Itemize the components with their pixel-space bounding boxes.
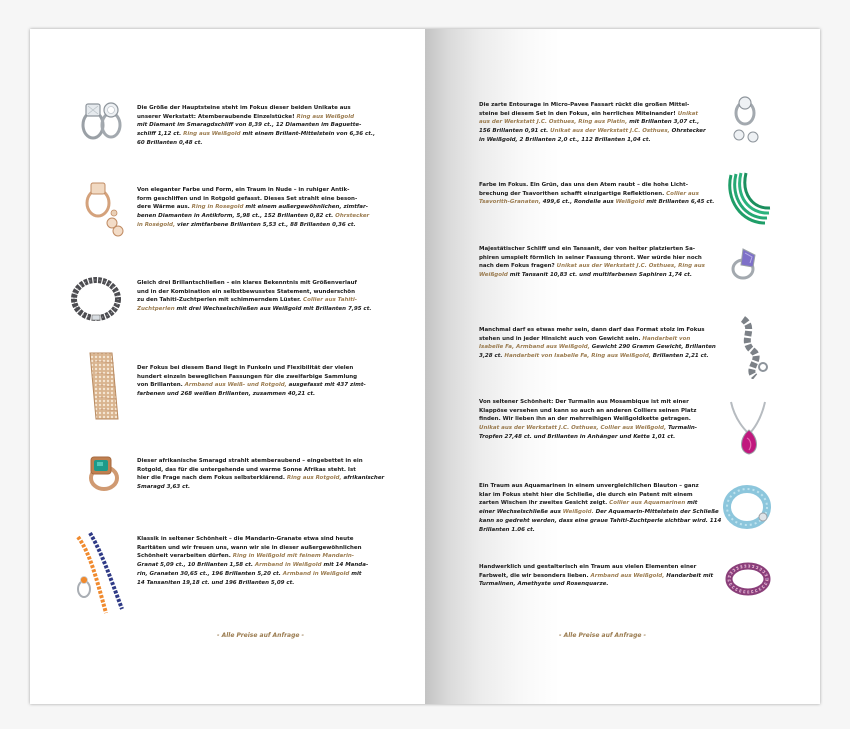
text-segment: hundert einzeln beweglichen Fassungen für die zweifarbige Sammlung xyxy=(137,373,358,380)
text-segment: kann so gedreht werden, dass eine graue Tahiti-Zuchtperle sichtbar wird. 114 xyxy=(479,517,722,524)
product-label: Armband aus Weiß- und Rotgold, xyxy=(184,382,287,389)
text-segment: mit Brillanten 3,07 ct., xyxy=(627,119,700,126)
diamond-rings-icon xyxy=(73,95,129,143)
text-segment: mit einem Brillant-Mittelstein von 6,36 ct., xyxy=(240,131,376,138)
product-label: Collier aus xyxy=(666,190,699,197)
text-segment: mit 14 Manda- xyxy=(321,562,369,569)
text-segment: 156 Brillanten 0,91 ct. xyxy=(479,128,551,135)
text-line xyxy=(137,535,368,544)
text-line xyxy=(137,195,369,204)
text-segment: 499,6 ct., Rondelle aus xyxy=(540,199,616,206)
chain-bracelet-icon xyxy=(735,315,769,379)
text-segment: Gleich drei Brillantschließen – ein klares Bekenntnis mit Größenverlauf xyxy=(137,280,357,286)
text-line xyxy=(479,335,716,344)
entry-text xyxy=(479,563,713,589)
text-line xyxy=(479,101,706,110)
pearl-necklace-icon xyxy=(68,274,124,324)
product-label: Weißgold. xyxy=(562,509,594,516)
green-tsavorite-necklace-icon xyxy=(723,169,773,229)
tourmaline-pendant-icon xyxy=(725,400,771,456)
text-segment: Schönheit verarbeiten dürfen. xyxy=(137,553,233,560)
text-line xyxy=(137,570,368,579)
text-segment: mit drei Wechselschließen aus Weißgold mit Brillanten 7,95 ct. xyxy=(174,306,372,313)
entry-text xyxy=(479,326,716,361)
entry-text xyxy=(137,457,384,492)
text-segment: 3,28 ct. xyxy=(479,353,505,360)
text-segment: brechung der Tsavorithen schafft einzigartige Reflektionen. xyxy=(479,190,667,197)
text-segment: und in der Kombination ein selbstbewusstes Statement, wunderschön xyxy=(137,288,355,295)
text-segment: farbenen und 268 weißen Brillanten, zusammen 40,21 ct. xyxy=(137,391,316,398)
text-segment: zarten Wischen ihr zweites Gesicht zeigt. xyxy=(479,500,610,507)
text-segment: mit xyxy=(349,570,362,577)
text-line xyxy=(137,544,368,553)
text-line xyxy=(479,190,714,199)
multicolor-bracelet-icon xyxy=(723,554,773,604)
text-line xyxy=(479,491,721,500)
text-segment: Klappöse versehen und kann so auch an anderen Colliers seinen Platz xyxy=(479,407,697,414)
text-segment: Farbwelt, die wir besonders lieben. xyxy=(479,572,591,579)
text-line xyxy=(479,526,721,535)
text-line xyxy=(479,326,716,335)
text-line xyxy=(137,364,366,373)
product-label: Armband in Weißgold xyxy=(254,562,322,569)
text-line xyxy=(137,373,366,382)
text-segment: mit Brillanten 6,45 ct. xyxy=(644,199,715,206)
product-label: Zuchtperlen xyxy=(137,306,175,313)
text-line xyxy=(137,483,384,492)
text-segment: in Weißgold, 2 Brillanten 2,0 ct., 112 Brillanten 1,04 ct. xyxy=(479,136,651,143)
text-segment: von Brillanten. xyxy=(137,382,185,389)
text-line xyxy=(479,508,721,517)
product-label: Handarbeit von xyxy=(642,335,691,342)
text-line xyxy=(137,561,368,570)
product-label: aus der Werkstatt J.C. Osthues, Ring aus Platin, xyxy=(479,119,628,126)
text-segment: Ohrstecker xyxy=(669,128,706,135)
text-segment: unserer Werkstatt: Atemberaubende Einzelstücke! xyxy=(137,113,297,120)
entry-text xyxy=(479,398,697,442)
text-line xyxy=(479,136,706,145)
text-segment: Rotgold, das für die untergehende und warme Sonne Afrikas steht. Ist xyxy=(137,466,356,473)
rose-gold-set-icon xyxy=(78,179,128,241)
entry-text xyxy=(137,535,368,587)
text-line xyxy=(137,579,368,588)
mandarin-garnet-bracelets-icon xyxy=(72,529,130,617)
product-label: Collier aus Tahiti- xyxy=(303,297,358,304)
text-segment: Klassik in seltener Schönheit – die Mandarin-Granate etwa sind heute xyxy=(137,536,354,542)
text-segment: Turmalinen, Amethyste und Rosenquarze. xyxy=(479,581,609,588)
text-line xyxy=(479,118,706,127)
entry-text xyxy=(479,245,705,280)
product-label: Collier aus Aquamarinen xyxy=(609,500,686,507)
text-segment: benen Diamanten in Antikform, 5,98 ct., 152 Brillanten 0,82 ct. xyxy=(137,213,336,220)
text-line xyxy=(137,221,369,230)
text-segment: Smaragd 3,63 ct. xyxy=(137,484,191,491)
text-segment: Gewicht 290 Gramm Gewicht, Brillanten xyxy=(589,344,716,351)
text-line xyxy=(137,104,375,113)
text-line xyxy=(137,305,371,314)
entry-text xyxy=(479,101,706,145)
entry-text xyxy=(137,364,366,399)
product-label: Armband aus Weißgold, xyxy=(590,572,665,579)
text-segment: Raritäten und wir freuen uns, wann wir sie in dieser außergewöhnlichen xyxy=(137,544,362,551)
text-segment: Von eleganter Farbe und Form, ein Traum in Nude – in ruhiger Antik- xyxy=(137,187,350,193)
product-label: Unikat aus der Werkstatt J.C. Osthues, xyxy=(550,128,670,135)
product-label: Ring in Rosegold xyxy=(191,204,244,211)
product-label: in Roségold, xyxy=(137,221,176,228)
text-segment: Der Fokus bei diesem Band liegt in Funkeln und Flexibilität der vielen xyxy=(137,365,354,371)
text-segment: stehen und in jeder Hinsicht auch von Gewicht sein. xyxy=(479,335,643,342)
text-segment: Brillanten 2,21 ct. xyxy=(650,353,709,360)
text-line xyxy=(137,390,366,399)
product-label: Unikat xyxy=(677,110,698,117)
text-line xyxy=(137,186,369,195)
text-line xyxy=(479,254,705,263)
text-segment: Manchmal darf es etwas mehr sein, dann darf das Format stolz im Fokus xyxy=(479,327,705,333)
product-label: Handarbeit von Isabelle Fa, Ring aus Weißgold, xyxy=(504,353,651,360)
aquamarine-necklace-icon xyxy=(721,481,773,533)
text-line xyxy=(479,580,713,589)
text-line xyxy=(479,572,713,581)
catalog-spread xyxy=(30,29,820,704)
product-label: Weißgold xyxy=(615,199,645,206)
text-segment: Von seltener Schönheit: Der Turmalin aus Mosambique ist mit einer xyxy=(479,399,689,405)
text-line xyxy=(479,110,706,119)
tanzanite-ring-icon xyxy=(727,243,767,283)
text-segment: ausgefasst mit 437 zimt- xyxy=(286,382,366,389)
product-label: Unikat aus der Werkstatt J.C. Osthues, Collier aus Weißgold, xyxy=(479,425,667,432)
text-line xyxy=(137,212,369,221)
text-segment: mit Diamant im Smaragdschliff von 8,39 ct., 12 Diamanten im Baguette- xyxy=(137,122,362,129)
text-segment: phiren umspielt förmlich in seiner Fassung thront. Wer würde hier noch xyxy=(479,254,702,261)
text-segment: mit Tansanit 10,83 ct. und multifarbenen Saphiren 1,74 ct. xyxy=(507,272,693,279)
text-line xyxy=(137,466,384,475)
product-label: Tsavorith-Granaten, xyxy=(479,199,541,206)
micro-pave-rings-icon xyxy=(727,95,765,147)
product-label: Ring in Weißgold mit feinem Mandarin- xyxy=(232,553,355,560)
entry-text xyxy=(479,482,721,534)
text-line xyxy=(479,262,705,271)
text-line xyxy=(479,563,713,572)
right-page xyxy=(425,29,820,704)
left-page xyxy=(30,29,425,704)
entry-text xyxy=(137,104,375,148)
footer-left: - Alle Preise auf Anfrage - xyxy=(217,632,305,639)
text-line xyxy=(479,271,705,280)
text-segment: Tropfen 27,48 ct. und Brillanten in Anhänger und Kette 1,01 ct. xyxy=(479,433,676,440)
text-segment: Brillanten 1.06 ct. xyxy=(479,526,535,533)
text-line xyxy=(137,139,375,148)
text-segment: dere Wärme aus. xyxy=(137,204,192,211)
text-segment: einer Wechselschließe aus xyxy=(479,509,563,516)
text-line xyxy=(137,381,366,390)
text-line xyxy=(137,279,371,288)
text-segment: zu den Tahiti-Zuchtperlen mit schimmerndem Lüster. xyxy=(137,297,304,304)
text-line xyxy=(479,343,716,352)
text-line xyxy=(479,433,697,442)
text-segment: form geschliffen und in Rotgold gefasst. Dieses Set strahlt eine beson- xyxy=(137,195,358,202)
text-segment: hier die Frage nach dem Fokus selbsterklärend. xyxy=(137,475,287,482)
text-line xyxy=(479,127,706,136)
text-segment: Granat 5,09 ct., 10 Brillanten 1,58 ct. xyxy=(137,562,255,569)
entry-text xyxy=(137,186,369,230)
text-segment: Der Aquamarin-Mittelstein der Schließe xyxy=(593,509,719,516)
text-line xyxy=(479,198,714,207)
text-line xyxy=(479,245,705,254)
text-line xyxy=(479,499,721,508)
text-line xyxy=(479,415,697,424)
text-line xyxy=(137,113,375,122)
text-line xyxy=(479,424,697,433)
product-label: Unikat aus der Werkstatt J.C. Osthues, Ring aus xyxy=(556,263,705,270)
text-segment: schliff 1,12 ct. xyxy=(137,131,184,138)
footer-right: - Alle Preise auf Anfrage - xyxy=(559,632,647,639)
entry-text xyxy=(137,279,371,314)
text-segment: Handwerklich und gestalterisch ein Traum aus vielen Elementen einer xyxy=(479,564,697,570)
emerald-ring-icon xyxy=(82,451,124,493)
text-segment: Farbe im Fokus. Ein Grün, das uns den Atem raubt – die hohe Licht- xyxy=(479,182,688,188)
product-label: Ring aus Weißgold xyxy=(296,113,355,120)
product-label: Weißgold xyxy=(479,272,508,279)
text-line xyxy=(479,398,697,407)
text-segment: Dieser afrikanische Smaragd strahlt atemberaubend – eingebettet in ein xyxy=(137,458,363,464)
product-label: Armband in Weißgold xyxy=(282,570,350,577)
text-segment: rin, Granaten 30,65 ct., 196 Brillanten 5,20 ct. xyxy=(137,570,283,577)
text-segment: mit einem außergewöhnlichen, zimtfar- xyxy=(243,204,369,211)
text-line xyxy=(137,130,375,139)
product-label: Ohrstecker xyxy=(335,213,370,220)
text-line xyxy=(137,203,369,212)
text-line xyxy=(137,474,384,483)
text-segment: Turmalin- xyxy=(666,425,698,432)
text-segment: Handarbeit mit xyxy=(664,572,714,579)
text-line xyxy=(137,121,375,130)
text-segment: klar im Fokus steht hier die Schließe, die durch ein Patent mit einem xyxy=(479,491,693,498)
text-line xyxy=(137,457,384,466)
text-line xyxy=(479,482,721,491)
product-label: Isabelle Fa, Armband aus Weißgold, xyxy=(479,344,590,351)
text-segment: steine bei diesem Set in den Fokus, ein herrliches Miteinander! xyxy=(479,110,678,117)
text-line xyxy=(479,352,716,361)
text-segment: Majestätischer Schliff und ein Tansanit, der von heiter platzierten Sa- xyxy=(479,246,696,252)
text-segment: Ein Traum aus Aquamarinen in einem unvergleichlichen Blauton – ganz xyxy=(479,483,699,489)
text-line xyxy=(479,407,697,416)
bracelet-band-icon xyxy=(82,351,124,421)
text-segment: mit xyxy=(685,500,698,507)
text-segment: finden. Wir lieben ihn an der mehrreihigen Weißgoldkette getragen. xyxy=(479,416,691,423)
text-segment: Die zarte Entourage in Micro-Pavee Fassart rückt die großen Mittel- xyxy=(479,102,690,108)
text-line xyxy=(137,296,371,305)
product-label: Ring aus Weißgold xyxy=(183,131,241,138)
text-line xyxy=(137,288,371,297)
product-label: Ring aus Rotgold, xyxy=(286,475,342,482)
text-segment: Die Größe der Hauptsteine steht im Fokus dieser beiden Unikate aus xyxy=(137,105,351,111)
text-segment: 14 Tansaniten 19,18 ct. und 196 Brillanten 5,09 ct. xyxy=(137,579,295,586)
text-segment: vier zimtfarbene Brillanten 5,53 ct., 88 Brillanten 0,36 ct. xyxy=(175,221,356,228)
text-line xyxy=(479,181,714,190)
text-line xyxy=(479,517,721,526)
text-segment: 60 Brillanten 0,48 ct. xyxy=(137,139,203,146)
text-line xyxy=(137,552,368,561)
text-segment: afrikanischer xyxy=(341,475,385,482)
text-segment: nach dem Fokus fragen? xyxy=(479,263,557,270)
entry-text xyxy=(479,181,714,207)
